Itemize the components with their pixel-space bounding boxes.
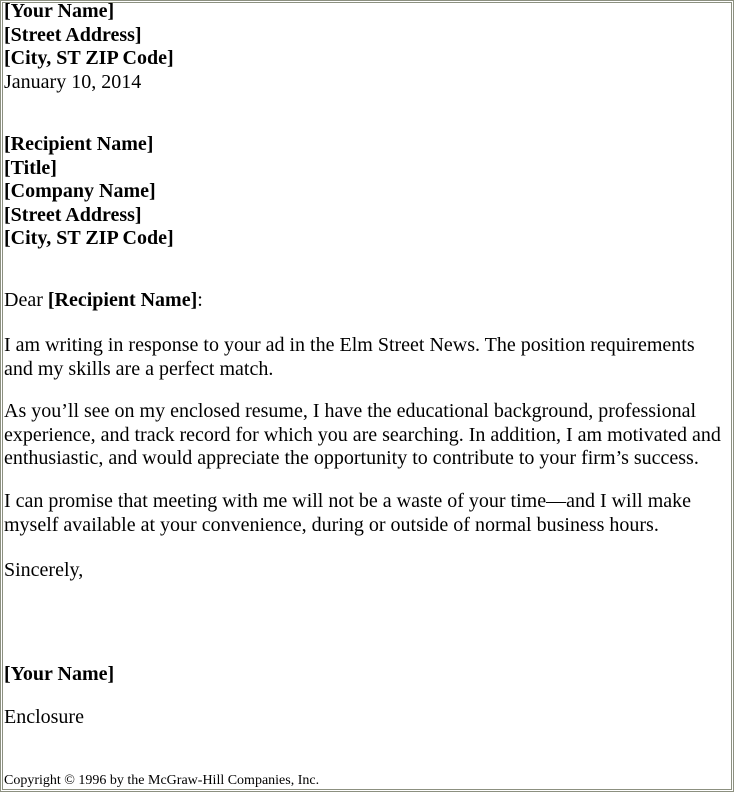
recipient-street: [Street Address] — [4, 203, 142, 226]
paragraph-line: myself available at your convenience, during or outside of normal business hours. — [4, 513, 659, 536]
paragraph-line: enthusiastic, and would appreciate the opportunity to contribute to your firm’s success. — [4, 447, 699, 469]
sender-name: [Your Name] — [4, 0, 115, 22]
letter-date: January 10, 2014 — [4, 70, 142, 93]
closing: Sincerely, — [4, 559, 84, 581]
signature-name: [Your Name] — [4, 663, 115, 685]
paragraph-line: As you’ll see on my enclosed resume, I have the educational background, professional — [4, 400, 697, 422]
enclosure-note: Enclosure — [4, 706, 84, 728]
recipient-title: [Title] — [4, 156, 57, 179]
recipient-city: [City, ST ZIP Code] — [4, 227, 174, 249]
paragraph-line: I can promise that meeting with me will not be a waste of your time—and I will make — [4, 490, 692, 512]
sender-street: [Street Address] — [4, 23, 142, 46]
salutation-name: [Recipient Name] — [47, 289, 198, 311]
paragraph-line: and my skills are a perfect match. — [4, 357, 274, 380]
sender-block — [4, 0, 174, 94]
salutation-suffix: : — [197, 289, 203, 311]
paragraph-line: I am writing in response to your ad in the Elm Street News. The position requirements — [4, 334, 695, 356]
paragraph-3 — [4, 490, 691, 537]
salutation-prefix: Dear — [4, 289, 48, 311]
paragraph-1 — [4, 334, 695, 381]
salutation — [4, 289, 203, 313]
copyright-notice: Copyright © 1996 by the McGraw-Hill Companies, Inc. — [4, 773, 320, 788]
recipient-name: [Recipient Name] — [4, 133, 154, 155]
paragraph-2 — [4, 400, 721, 471]
sender-city: [City, ST ZIP Code] — [4, 47, 174, 69]
recipient-company: [Company Name] — [4, 180, 156, 202]
paragraph-line: experience, and track record for which you are searching. In addition, I am motivated and — [4, 423, 721, 446]
recipient-block — [4, 133, 174, 251]
